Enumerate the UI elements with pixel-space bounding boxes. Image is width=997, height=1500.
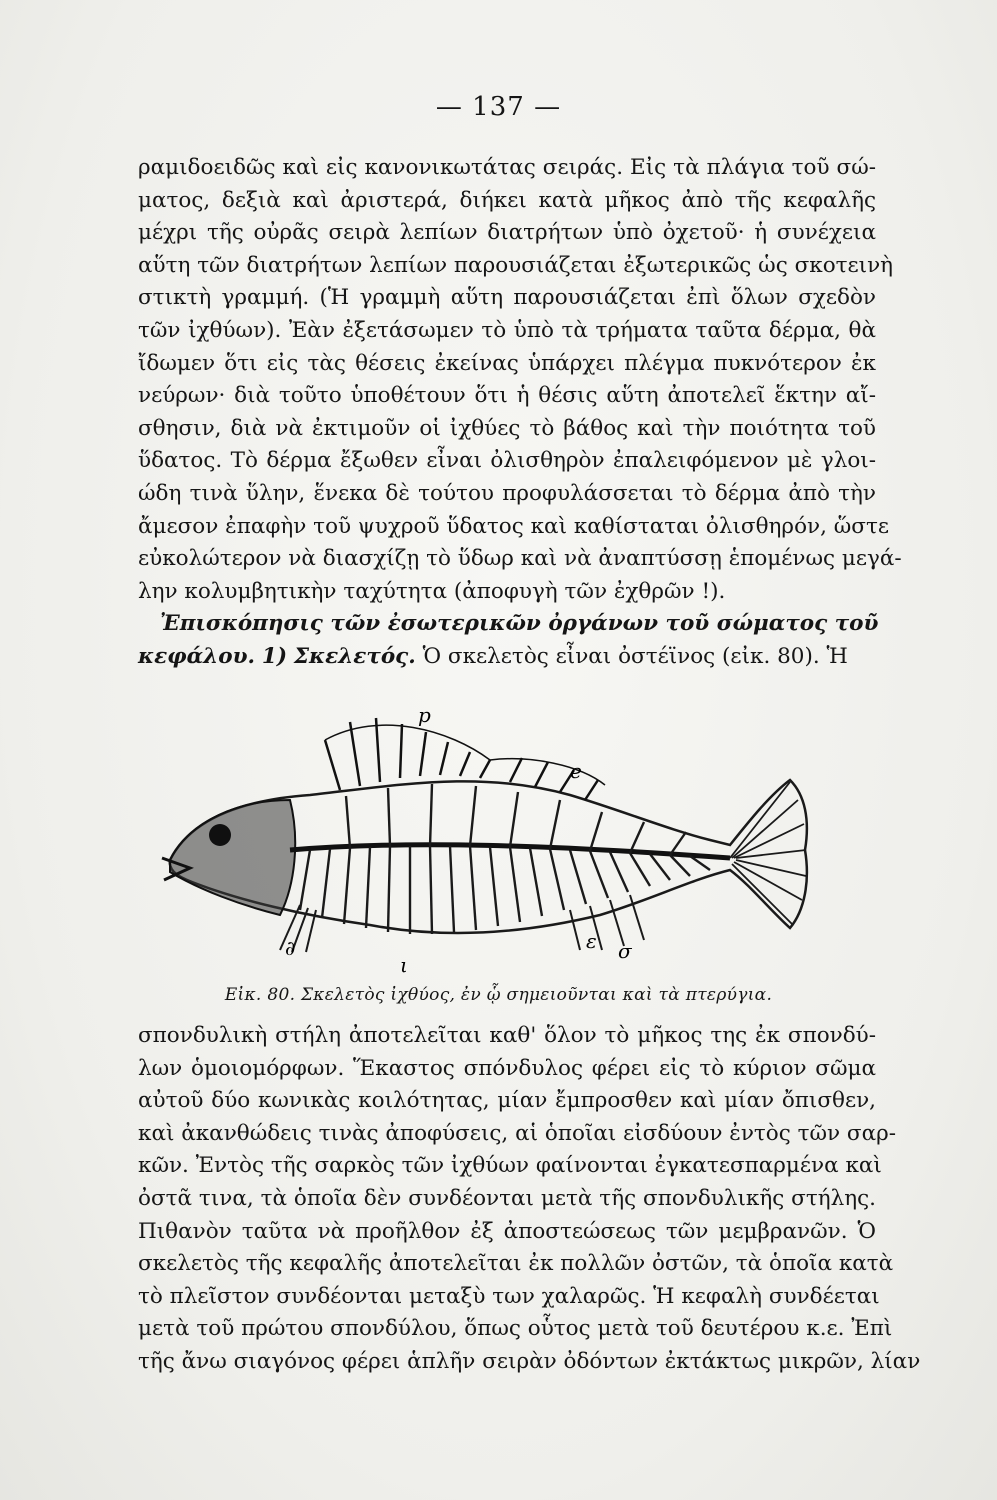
top-paragraph	[138, 152, 902, 674]
top-paragraph-line: ἴδωμεν ὅτι εἰς τὰς θέσεις ἐκείνας ὑπάρχει πλέγμα πυκνότερον ἐκ	[138, 350, 876, 376]
bottom-paragraph-line: ὀστᾶ τινα, τὰ ὁποῖα δὲν συνδέονται μετὰ τῆς σπονδυλικῆς στήλης.	[138, 1185, 876, 1211]
bottom-paragraph	[138, 1020, 921, 1379]
fish-eye	[209, 824, 231, 846]
top-paragraph-line: ὕδατος. Τὸ δέρμα ἔξωθεν εἶναι ὀλισθηρὸν ἐπαλειφόμενον μὲ γλοι-	[138, 448, 876, 474]
fish-ribs	[300, 784, 710, 934]
top-paragraph-line: νεύρων· διὰ τοῦτο ὑποθέτουν ὅτι ἡ θέσις αὕτη ἀποτελεῖ ἕκτην αἴ-	[138, 383, 876, 409]
top-paragraph-line: ἄμεσον ἐπαφὴν τοῦ ψυχροῦ ὕδατος καὶ καθίσταται ὀλισθηρόν, ὥστε	[138, 513, 889, 539]
top-paragraph-line: αὕτη τῶν διατρήτων λεπίων παρουσιάζεται ἐξωτερικῶς ὡς σκοτεινὴ	[138, 252, 894, 278]
fish-head	[170, 800, 295, 915]
figure-label-mid-right: e	[570, 759, 582, 783]
bottom-paragraph-line: Πιθανὸν ταῦτα νὰ προῆλθον ἐξ ἀποστεώσεως τῶν μεμβρανῶν. Ὁ	[138, 1218, 876, 1244]
top-paragraph-line: τῶν ἰχθύων). Ἐὰν ἐξετάσωμεν τὸ ὑπὸ τὰ τρήματα ταῦτα δέρμα, θὰ	[138, 317, 876, 343]
bottom-paragraph-line: τῆς ἄνω σιαγόνος φέρει ἁπλῆν σειρὰν ὀδόντων ἐκτάκτως μικρῶν, λίαν	[138, 1348, 921, 1374]
top-paragraph-line: λην κολυμβητικὴν ταχύτητα (ἀποφυγὴ τῶν ἐχθρῶν !).	[138, 578, 726, 604]
subsection-number: 1)	[261, 643, 287, 669]
figure-label-bottom-mid: ι	[400, 953, 408, 977]
section-heading-line-2	[138, 641, 876, 674]
subsection-intro: Ὁ σκελετὸς εἶναι ὀστέϊνος (εἰκ. 80). Ἡ	[422, 643, 848, 669]
figure-label-top: p	[418, 703, 431, 727]
top-paragraph-lines	[138, 152, 902, 608]
figure-caption: Εἰκ. 80. Σκελετὸς ἰχθύος, ἐν ᾧ σημειοῦνται καὶ τὰ πτερύγια.	[224, 985, 773, 1005]
figure-label-bottom-center: ε	[586, 929, 597, 953]
figure-label-bottom-right: σ	[618, 939, 632, 963]
bottom-paragraph-line: λων ὁμοιομόρφων. Ἕκαστος σπόνδυλος φέρει εἰς τὸ κύριον σῶμα	[138, 1055, 876, 1081]
figure-label-bottom-left: ∂	[285, 936, 296, 960]
bottom-paragraph-line: σκελετὸς τῆς κεφαλῆς ἀποτελεῖται ἐκ πολλῶν ὀστῶν, τὰ ὁποῖα κατὰ	[138, 1251, 894, 1277]
bottom-paragraph-line: αὐτοῦ δύο κωνικὰς κοιλότητας, μίαν ἔμπροσθεν καὶ μίαν ὄπισθεν,	[138, 1088, 876, 1114]
top-paragraph-line: ραμιδοειδῶς καὶ εἰς κανονικωτάτας σειράς. Εἰς τὰ πλάγια τοῦ σώ-	[138, 155, 876, 180]
fish-skeleton-figure	[150, 700, 870, 985]
bottom-paragraph-line: σπονδυλικὴ στήλη ἀποτελεῖται καθ' ὅλον τὸ μῆκος της ἐκ σπονδύ-	[138, 1023, 876, 1048]
top-paragraph-line: στικτὴ γραμμή. (Ἡ γραμμὴ αὕτη παρουσιάζεται ἐπὶ ὅλων σχεδὸν	[138, 285, 876, 311]
bottom-paragraph-lines	[138, 1020, 921, 1379]
section-heading: Ἐπισκόπησις τῶν ἐσωτερικῶν ὀργάνων τοῦ σώματος τοῦ	[160, 611, 879, 637]
caudal-fin	[730, 782, 806, 924]
top-paragraph-line: σθησιν, διὰ νὰ ἐκτιμοῦν οἱ ἰχθύες τὸ βάθος καὶ τὴν ποιότητα τοῦ	[138, 415, 876, 441]
page-number: — 137 —	[435, 92, 562, 122]
top-paragraph-line: ώδη τινὰ ὕλην, ἕνεκα δὲ τούτου προφυλάσσεται τὸ δέρμα ἀπὸ τὴν	[138, 480, 876, 506]
top-paragraph-line: εὐκολώτερον νὰ διασχίζῃ τὸ ὕδωρ καὶ νὰ ἀναπτύσσῃ ἑπομένως μεγά-	[138, 546, 902, 572]
bottom-paragraph-line: καὶ ἀκανθώδεις τινὰς ἀποφύσεις, αἱ ὁποῖαι εἰσδύουν ἐντὸς τῶν σαρ-	[138, 1120, 897, 1146]
bottom-paragraph-line: κῶν. Ἐντὸς τῆς σαρκὸς τῶν ἰχθύων φαίνονται ἐγκατεσπαρμένα καὶ	[138, 1153, 882, 1179]
section-heading-line-1	[138, 608, 879, 641]
section-heading-cont: κεφάλου.	[138, 643, 256, 669]
bottom-paragraph-line: τὸ πλεῖστον συνδέονται μεταξὺ των χαλαρῶς. Ἡ κεφαλὴ συνδέεται	[138, 1283, 880, 1309]
bottom-paragraph-line: μετὰ τοῦ πρώτου σπονδύλου, ὅπως οὗτος μετὰ τοῦ δευτέρου κ.ε. Ἐπὶ	[138, 1316, 893, 1342]
top-paragraph-line: ματος, δεξιὰ καὶ ἀριστερά, διήκει κατὰ μῆκος ἀπὸ τῆς κεφαλῆς	[138, 187, 876, 213]
subsection-title: Σκελετός.	[293, 643, 416, 669]
top-paragraph-line: μέχρι τῆς οὐρᾶς σειρὰ λεπίων διατρήτων ὑπὸ ὀχετοῦ· ἡ συνέχεια	[138, 220, 876, 246]
